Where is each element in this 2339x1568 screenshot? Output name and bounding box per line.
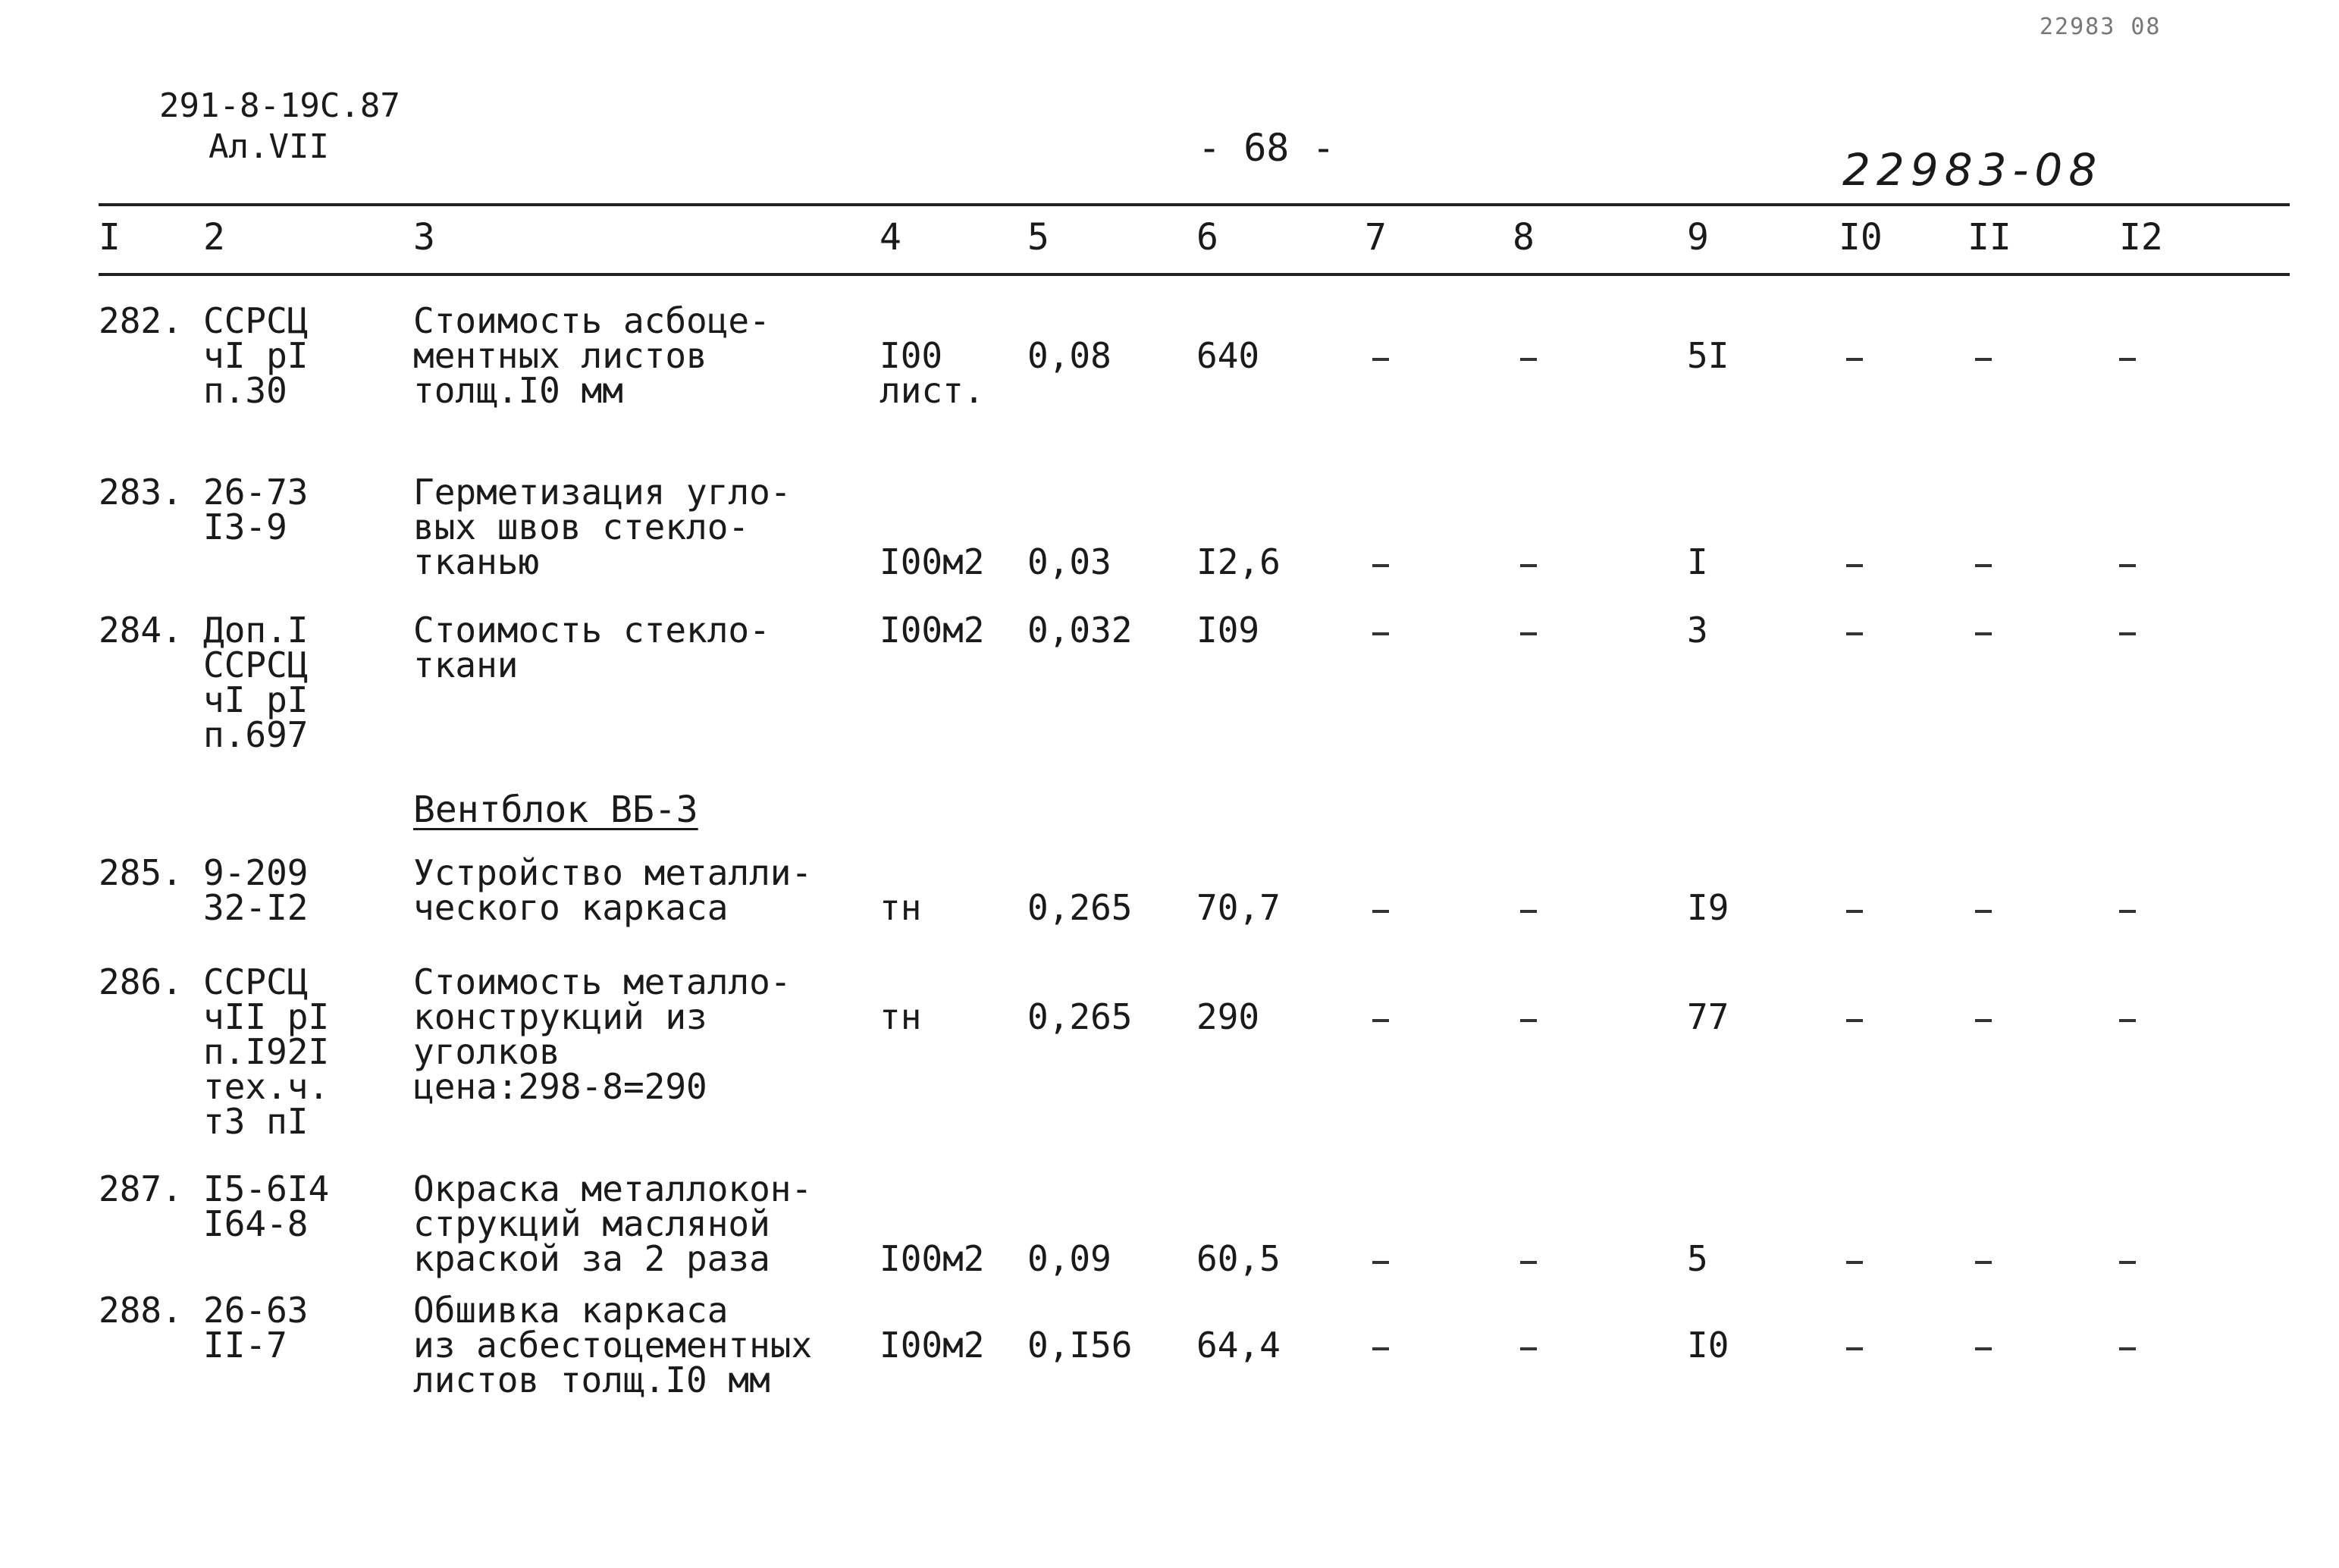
row-unit: I00м2 [879, 1238, 985, 1279]
row-code: 26-63 II-7 [203, 1290, 309, 1366]
row-code: Доп.I ССРСЦ чI рI п.697 [203, 610, 309, 755]
row-unit: тн [879, 996, 922, 1037]
row-price: I09 [1196, 610, 1260, 651]
row-number: 283. [99, 472, 183, 513]
row-col7-dash [1372, 564, 1389, 567]
row-description: Устройство металли- ческого каркаса [413, 852, 813, 928]
row-code: ССРСЦ чII рI п.I92I тех.ч. т3 пI [203, 961, 330, 1142]
row-code: ССРСЦ чI рI п.30 [203, 300, 309, 411]
row-col9-value: 3 [1687, 610, 1708, 651]
row-col9-value: 77 [1687, 996, 1729, 1037]
row-quantity: 0,08 [1027, 335, 1111, 376]
row-col7-dash [1372, 1019, 1389, 1022]
row-col9-value: 5 [1687, 1238, 1708, 1279]
row-col8-dash [1520, 1261, 1537, 1264]
row-col10-dash [1846, 910, 1863, 913]
row-col12-dash [2119, 1261, 2136, 1264]
row-col10-dash [1846, 358, 1863, 361]
row-price: 640 [1196, 335, 1260, 376]
row-price: I2,6 [1196, 541, 1281, 582]
row-col7-dash [1372, 358, 1389, 361]
row-description: Стоимость металло- конструкций из уголков цена:298-8=290 [413, 961, 792, 1107]
row-col8-dash [1520, 358, 1537, 361]
column-number-10: I0 [1839, 216, 1883, 259]
section-title: Вентблок ВБ-3 [413, 789, 698, 831]
row-col12-dash [2119, 358, 2136, 361]
row-unit: тн [879, 887, 922, 928]
column-number-3: 3 [413, 216, 435, 259]
row-quantity: 0,03 [1027, 541, 1111, 582]
row-description: Окраска металлокон- струкций масляной краской за 2 раза [413, 1168, 813, 1279]
row-col8-dash [1520, 910, 1537, 913]
column-number-5: 5 [1027, 216, 1049, 259]
row-col7-dash [1372, 1347, 1389, 1350]
row-col11-dash [1975, 910, 1992, 913]
header-sub: Ал.VII [209, 127, 329, 166]
column-number-8: 8 [1513, 216, 1535, 259]
row-quantity: 0,09 [1027, 1238, 1111, 1279]
row-code: 26-73 I3-9 [203, 472, 309, 547]
row-unit: I00м2 [879, 1325, 985, 1366]
row-description: Стоимость стекло- ткани [413, 610, 770, 685]
row-unit: I00м2 [879, 541, 985, 582]
column-number-9: 9 [1687, 216, 1709, 259]
column-number-6: 6 [1196, 216, 1218, 259]
row-col7-dash [1372, 632, 1389, 635]
row-price: 60,5 [1196, 1238, 1281, 1279]
row-description: Герметизация угло- вых швов стекло- тканью [413, 472, 792, 582]
row-col12-dash [2119, 564, 2136, 567]
row-col11-dash [1975, 1347, 1992, 1350]
row-col8-dash [1520, 1347, 1537, 1350]
row-description: Стоимость асбоце- ментных листов толщ.I0 мм [413, 300, 770, 411]
row-col10-dash [1846, 1347, 1863, 1350]
row-code: 9-209 32-I2 [203, 852, 309, 928]
corner-mark: 22983 08 [2040, 14, 2162, 40]
row-col10-dash [1846, 1261, 1863, 1264]
row-price: 290 [1196, 996, 1260, 1037]
row-number: 287. [99, 1168, 183, 1209]
header-code: 291-8-19С.87 [159, 86, 400, 125]
row-unit: I00 лист. [879, 335, 985, 411]
row-col7-dash [1372, 910, 1389, 913]
header-bottom-rule [99, 273, 2290, 276]
row-col8-dash [1520, 564, 1537, 567]
row-price: 64,4 [1196, 1325, 1281, 1366]
row-quantity: 0,265 [1027, 887, 1133, 928]
row-code: I5-6I4 I64-8 [203, 1168, 330, 1244]
column-number-2: 2 [203, 216, 225, 259]
row-col8-dash [1520, 632, 1537, 635]
row-col11-dash [1975, 1261, 1992, 1264]
row-col10-dash [1846, 564, 1863, 567]
row-col10-dash [1846, 1019, 1863, 1022]
row-number: 285. [99, 852, 183, 893]
row-col9-value: 5I [1687, 335, 1729, 376]
row-quantity: 0,032 [1027, 610, 1133, 651]
row-col9-value: I9 [1687, 887, 1729, 928]
row-col11-dash [1975, 564, 1992, 567]
row-number: 286. [99, 961, 183, 1002]
column-number-4: 4 [879, 216, 901, 259]
row-col8-dash [1520, 1019, 1537, 1022]
row-unit: I00м2 [879, 610, 985, 651]
row-number: 288. [99, 1290, 183, 1331]
row-col9-value: I0 [1687, 1325, 1729, 1366]
row-quantity: 0,I56 [1027, 1325, 1133, 1366]
row-col11-dash [1975, 358, 1992, 361]
row-col12-dash [2119, 1019, 2136, 1022]
row-col9-value: I [1687, 541, 1708, 582]
row-col11-dash [1975, 632, 1992, 635]
column-number-12: I2 [2119, 216, 2163, 259]
page-number: - 68 - [1198, 126, 1335, 170]
row-number: 284. [99, 610, 183, 651]
column-number-7: 7 [1365, 216, 1387, 259]
row-number: 282. [99, 300, 183, 341]
row-col10-dash [1846, 632, 1863, 635]
row-col7-dash [1372, 1261, 1389, 1264]
row-quantity: 0,265 [1027, 996, 1133, 1037]
document-number: 22983-08 [1842, 144, 2103, 196]
row-col12-dash [2119, 632, 2136, 635]
column-number-11: II [1967, 216, 2011, 259]
row-col11-dash [1975, 1019, 1992, 1022]
row-col12-dash [2119, 910, 2136, 913]
row-price: 70,7 [1196, 887, 1281, 928]
top-rule [99, 203, 2290, 206]
column-number-1: I [99, 216, 121, 259]
row-description: Обшивка каркаса из асбестоцементных листов толщ.I0 мм [413, 1290, 813, 1400]
row-col12-dash [2119, 1347, 2136, 1350]
